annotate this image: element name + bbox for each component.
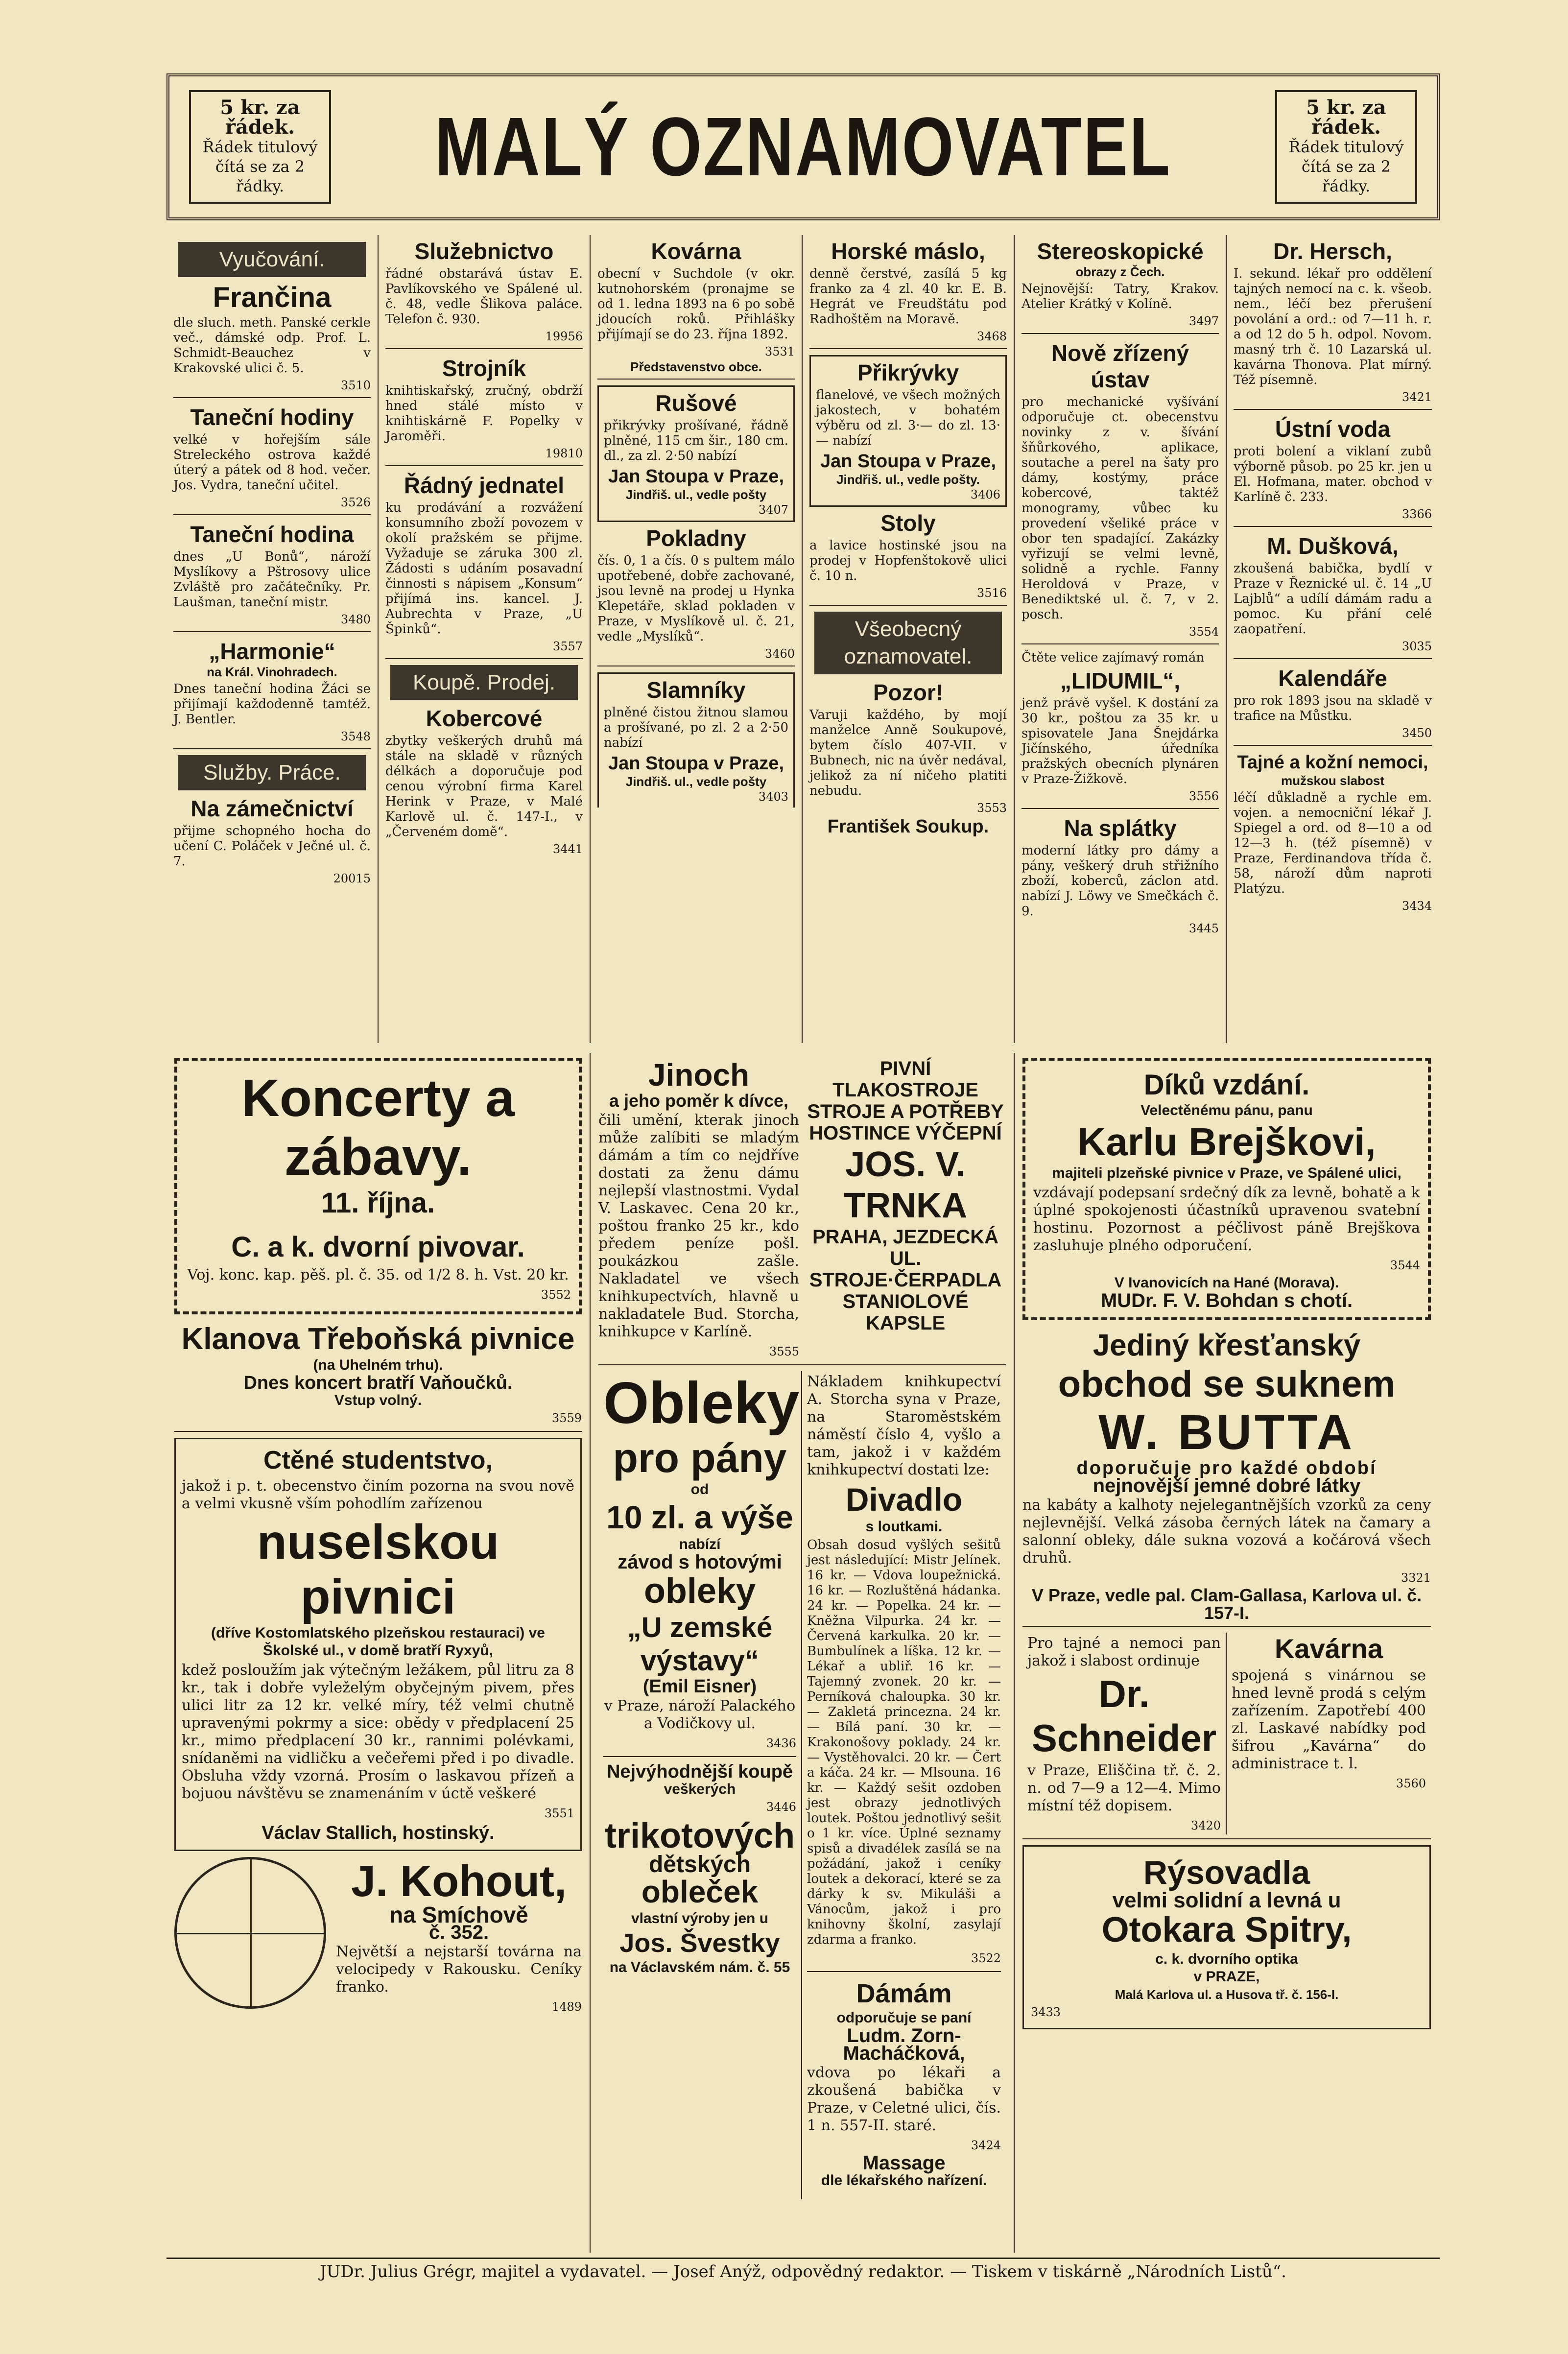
ad-title: Obleky	[603, 1371, 800, 1436]
price-left-rate: 5 kr. za řádek.	[220, 96, 300, 139]
ad-name: Otokara Spitry,	[1101, 1910, 1352, 1950]
ad-agent	[385, 472, 583, 659]
ad-stereoscopic	[1022, 238, 1219, 334]
ad-number: 19956	[545, 330, 583, 343]
ad-number: 3321	[1401, 1571, 1431, 1585]
section-badge-buy-sell: Koupě. Prodej.	[390, 665, 578, 700]
ad-butta	[1022, 1328, 1431, 1627]
ad-tables	[809, 510, 1007, 606]
ad-subtitle: doporučuje pro každé období	[1076, 1458, 1377, 1478]
ad-subtitle: na Král. Vinohradech.	[207, 665, 337, 679]
ad-subtitle: a jeho poměr k dívce,	[609, 1091, 789, 1111]
ad-address: na Václavském nám. č. 55	[609, 1959, 790, 1975]
ad-dance-lesson	[173, 521, 371, 632]
ad-title: Ctěné studentstvo,	[263, 1446, 493, 1474]
ad-warning	[809, 679, 1007, 841]
ad-text: a lavice hostinské jsou na prodej v Hopfenštokově ulici č. 10 n.	[809, 538, 1007, 583]
ad-subtitle: s loutkami.	[865, 1519, 943, 1535]
ad-klanova	[174, 1322, 582, 1432]
ad-number: 3553	[976, 801, 1007, 815]
ad-role: c. k. dvorního optika	[1155, 1951, 1298, 1967]
pump-line-1: PIVNÍ TLAKOSTROJE	[832, 1058, 978, 1101]
ad-concerts	[174, 1058, 582, 1314]
ad-mouthwash	[1234, 416, 1432, 527]
ad-jinoch	[598, 1058, 799, 1360]
ad-title: Klanova Třeboňská pivnice	[181, 1322, 575, 1356]
ad-number: 3450	[1402, 726, 1432, 740]
ad-signature: František Soukup.	[827, 816, 989, 837]
ad-signature: Představenstvo obce.	[630, 359, 762, 374]
ad-title: Divadlo	[845, 1481, 963, 1518]
ad-number: 3446	[766, 1800, 796, 1814]
ad-offer: nabízí	[679, 1536, 721, 1552]
ad-number: 3441	[552, 842, 583, 856]
ad-text: Dnes koncert bratří Vaňoučků.	[243, 1373, 513, 1393]
ad-subtitle: velmi solidní a levná u	[1112, 1888, 1341, 1912]
ad-number: 1489	[551, 2000, 582, 2014]
ad-firm: Jan Stoupa v Praze,	[608, 466, 784, 487]
ad-subtitle: mužskou slabost	[1281, 773, 1384, 788]
ad-text: pro rok 1893 jsou na skladě v trafice na Můstku.	[1234, 693, 1432, 723]
ad-servants	[385, 238, 583, 349]
ad-title: Dámám	[856, 1979, 952, 2008]
ad-lead: Pro tajné a nemoci pan jakož i slabost ordinuje	[1027, 1635, 1221, 1669]
ad-subtitle: (na Uhelném trhu).	[313, 1357, 443, 1373]
ad-price: 10 zl. a výše	[606, 1499, 793, 1535]
ad-number: 3522	[971, 1951, 1001, 1965]
ad-text: spojená s vinárnou se hned levně prodá s celým zařízením. Zapotřebí 400 zl. Laskavé nabídky pod šifrou „Kavárna“ do administrace t. l.	[1232, 1667, 1426, 1772]
ad-lead: Nákladem knihkupectví A. Storcha syna v Praze, na Staroměstském náměstí číslo 4, vyšlo a tam, jakož i v každém knihkupectví dostati lze:	[807, 1373, 1001, 1478]
ad-text: čís. 0, 1 a čís. 0 s pultem málo upotřebené, dobře zachované, jsou levně na prodej u Hynka Klepetáře, sklad pokladen v Praze, v Myslíkově ul. č. 21, vedle „Myslíků“.	[597, 553, 795, 644]
ad-machinist	[385, 355, 583, 466]
ad-title: Rušové	[655, 390, 737, 416]
ad-number: 3480	[340, 613, 371, 626]
ad-number: 3468	[976, 330, 1007, 343]
ad-number: 3552	[541, 1288, 571, 1302]
ad-text: zbytky veškerých druhů má stále na skladě v různých délkách a doporučuje pod cenou výrobní firma Karel Herink v Praze, v Malé Karlově ul. č. 147-I., v „Červeném domě“.	[385, 734, 583, 839]
ad-address: Velectěnému pánu, panu	[1140, 1102, 1313, 1118]
pump-line-3: HOSTINCE VÝČEPNÍ	[809, 1122, 1002, 1144]
ad-text: Nejnovější: Tatry, Krakov. Atelier Krátký v Kolíně.	[1022, 282, 1219, 311]
column-4	[803, 235, 1015, 1043]
ad-title: Rýsovadla	[1143, 1854, 1310, 1891]
ad-line: nejnovější jemné dobré látky	[1093, 1475, 1361, 1497]
ad-text: dle sluch. meth. Panské cerkle več., dámské odp. Prof. L. Schmidt-Beauchez v Krakovské ulici č. 5.	[173, 315, 371, 376]
ad-title: Koncerty a zábavy.	[241, 1068, 515, 1186]
ad-text: moderní látky pro dámy a pány, veškerý druh střižního zboží, koberců, záclon atd. nabízí J. Löwy ve Smečkách č. 9.	[1022, 843, 1219, 919]
ad-text: přijme schopného hocha do učení C. Poláček v Ječné ul. č. 7.	[173, 824, 371, 869]
ad-jinoch-and-pumps	[598, 1058, 1006, 1365]
ad-number: 3433	[1031, 2005, 1061, 2019]
middle-split	[598, 1371, 1006, 2199]
ad-title: Kovárna	[651, 238, 741, 264]
ad-headline: obleky	[643, 1571, 756, 1611]
ad-lead: Čtěte velice zajímavý román	[1022, 650, 1205, 665]
ad-title: Na splátky	[1064, 815, 1177, 841]
ad-subtitle: pro pány	[613, 1435, 787, 1481]
ad-number: 3407	[758, 503, 788, 517]
ad-title: J. Kohout,	[351, 1857, 567, 1906]
ad-title: Frančina	[213, 282, 332, 313]
section-badge-general: Všeobecný oznamovatel.	[814, 612, 1002, 674]
ad-date: 11. října.	[321, 1187, 435, 1219]
column-5	[1015, 235, 1227, 1043]
ad-number: 3555	[769, 1345, 799, 1358]
section-badge-teaching: Vyučování.	[178, 242, 366, 277]
ad-kohout	[174, 1857, 582, 2020]
ad-subtitle: (dříve Kostomlatského plzeňskou restauraci) ve Školské ul., v domě bratří Ryxyů,	[211, 1625, 545, 1659]
page-title: MALÝ OZNAMOVATEL	[434, 100, 1172, 193]
right-split	[1022, 1633, 1431, 1839]
middle-left	[598, 1371, 802, 2199]
price-right-note: Řádek titulový čítá se za 2 řádky.	[1288, 138, 1404, 195]
ad-text: léčí důkladně a rychle em. vojen. a nemocniční lékař J. Spiegel a ord. od 8—10 a od 12—3 h. (též písemně) v Praze, Ferdinandova třída č. 58, nároží dům naproti Platýzu.	[1234, 790, 1432, 896]
ad-text: řádné obstarává ústav E. Pavlíkovského ve Spálené ul. č. 48, vedle Šlikova paláce. Telefon č. 930.	[385, 266, 583, 327]
ad-entry: Vstup volný.	[334, 1392, 422, 1408]
ad-installments	[1022, 815, 1219, 940]
ad-number: 3497	[1188, 314, 1219, 328]
ad-number: 3460	[764, 647, 795, 661]
ad-title: Pokladny	[646, 525, 746, 551]
ad-title: Kalendáře	[1278, 666, 1387, 691]
display-column-right	[1015, 1053, 1439, 2253]
ad-subtitle: obrazy z Čech.	[1075, 264, 1165, 279]
ad-novel	[1022, 650, 1219, 809]
ad-trikot	[603, 1763, 796, 1980]
ad-headline: trikotových	[604, 1816, 795, 1855]
ad-firm: Jan Stoupa v Praze,	[820, 451, 996, 472]
ad-title: Ústní voda	[1275, 416, 1391, 442]
ad-number: 3554	[1188, 625, 1219, 639]
price-box-right	[1275, 90, 1417, 204]
ad-subtitle: na Smíchově	[389, 1902, 528, 1927]
ad-address: V Praze, vedle pal. Clam-Gallasa, Karlova ul. č. 157-I.	[1031, 1585, 1422, 1623]
ad-title: Jinoch	[648, 1057, 750, 1093]
ad-title: Tajné a kožní nemoci,	[1237, 752, 1428, 773]
ad-safes	[597, 525, 795, 666]
ad-smithy	[597, 238, 795, 380]
ad-quilts-pink	[597, 385, 795, 522]
ad-number: 3551	[544, 1807, 574, 1820]
ad-title: Pozor!	[873, 680, 944, 705]
ad-text: knihtiskařský, zručný, obdrží hned stálé místo v knihtiskárně F. Popelky v Jaroměři.	[385, 383, 583, 444]
ad-number: 20015	[333, 872, 371, 885]
ad-text: Obsah dosud vyšlých sešitů jest následující: Mistr Jelínek. 16 kr. — Vdova loupežnická. 16 kr. — Rozluštěná hádanka. 24 kr. — Popelka. 24 kr. — Kněžna Vilpurka. 24 kr. — Červená karkulka. 20 kr. — Bumbulínek a líška. 12 kr. — Lékař a ubliř. 16 kr. — Tajemný zvonek. 20 kr. — Perníková chaloupka. 30 kr. — Zakletá princezna. 24 kr. — Bílá paní. 30 kr. — Krakonošovy poklady. 24 kr. — Vystěhovalci. 20 kr. — Čert a káča. 24 kr. — Mlsouna. 16 kr. — Každý sešit ozdoben jest obrazy jednotlivých loutek. Poštou jednotlivý sešit o 1 kr. více. Úplné seznamy spisů a divadélek zasílá se na požádání, jakož i ceníky loutek a dekorací, které se za dárky k sv. Mikuláši a Vánocům, jakož i pro knihovny školní, zasylají zdarma a franko.	[807, 1538, 1001, 1947]
ad-text: čili umění, kterak jinoch může zalíbiti se mladým dámám a tím co nejdříve dostati za ženu dámu nejlepší vlastnostmi. Vydal V. Laskavec. Cena 20 kr., poštou franko 25 kr., kdo předem peníze pošl. poukázkou zašle. Nakladatel ve všech knihkupectvích, hlavně u nakladatele Bud. Storcha, knihkupce v Karlíně.	[598, 1112, 799, 1340]
ad-number: 3560	[1396, 1777, 1426, 1790]
ad-text-2: vdova po lékaři a zkoušená babička v Praze, v Celetné ulici, čís. 1 n. 557-II. staré.	[807, 2064, 1001, 2134]
ad-schneider	[1022, 1633, 1227, 1834]
ad-locksmith	[173, 795, 371, 890]
price-left-note: Řádek titulový čítá se za 2 řádky.	[202, 138, 318, 195]
ad-title: Horské máslo,	[831, 238, 985, 264]
ad-text: pro mechanické vyšívání odporučuje ct. obecenstvu novinky z v. šívání šňůrkového, aplikace, soutache a perel na šaty pro dámy, kostýmy, práce kobercové, taktéž monogramy, vůbec ku provedení všeliké práce v obor ten spadající. Zakázky vyřizují se velmi levně, solidně a rychle. Fanny Heroldová v Praze, v Benediktské ul. č. 7, v 2. posch.	[1022, 395, 1219, 622]
price-box-left	[189, 90, 331, 204]
ad-francina	[173, 282, 371, 398]
ad-title: Přikrývky	[857, 360, 959, 385]
ad-text: Největší a nejstarší továrna na velocipedy v Rakousku. Ceníky franko.	[336, 1943, 582, 1996]
ad-puppet-theatre	[807, 1373, 1001, 1972]
middle-right	[802, 1371, 1006, 2199]
ad-number: 3516	[976, 586, 1007, 600]
ad-title: Taneční hodiny	[190, 404, 354, 430]
ad-title: M. Dušková,	[1267, 533, 1399, 559]
ad-address: Malá Karlova ul. a Husova tř. č. 156-I.	[1115, 1987, 1339, 2002]
ad-text: vlastní výroby jen u	[631, 1910, 769, 1926]
ad-title: Dr. Hersch,	[1273, 238, 1392, 264]
ad-mattresses	[597, 672, 795, 808]
ad-text: proti bolení a viklaní zubů výborně působ. po 25 kr. jen u El. Hofmana, mater. obchod v Karlíně č. 233.	[1234, 444, 1432, 504]
penny-farthing-icon	[174, 1857, 326, 2016]
ad-blankets	[809, 355, 1007, 507]
display-ads	[166, 1053, 1440, 2253]
ad-text: velké v hořejším sále Streleckého ostrova každé úterý a pátek od 8 hod. večer. Jos. Vydra, taneční učitel.	[173, 432, 371, 493]
ad-title: Díků vzdání.	[1143, 1069, 1310, 1101]
ad-name: Karlu Brejškovi,	[1077, 1120, 1376, 1164]
ad-text: dnes „U Bonů“, nároží Myslíkovy a Pštrosovy ulice Zvláště pro začátečníky. Pr. Laušman, taneční mistr.	[173, 549, 371, 610]
ad-drawing-tools	[1022, 1845, 1431, 2029]
classified-columns	[166, 235, 1440, 1043]
page-footer: JUDr. Julius Grégr, majitel a vydavatel. — Josef Anýž, odpovědný redaktor. — Tiskem v tiskárně „Národních Listů“.	[166, 2258, 1440, 2282]
page-header	[166, 73, 1440, 220]
ad-cafe	[1227, 1633, 1431, 1834]
price-right-rate: 5 kr. za řádek.	[1306, 96, 1386, 139]
ad-number: 3510	[340, 379, 371, 392]
ad-text: kdež posloužím jak výtečným ležákem, půl litru za 8 kr., tak i dobře vyleželým obyčejným pivem, přes ulici litr za 12 kr. velké míry, též velmi chutně upravenými pokrmy a sice: obědy v předplacení 25 kr., mimo předplacení 30 kr., rannimi polévkami, snídaněmi na vidličku a večeřemi před i po divadle. Obsluha vždy vzorná. Prosím o laskavou přízeň a bojuou návštěvu se znamenáním v úctě veškeré	[182, 1662, 574, 1802]
pump-line-2: STROJE A POTŘEBY	[807, 1101, 1004, 1122]
ad-number: 3035	[1402, 640, 1432, 653]
ad-massage: Massage	[862, 2152, 946, 2174]
newspaper-page	[166, 73, 1440, 2282]
ad-text: ku prodávání a rozvážení konsumního zboží povozem v okolí pražském se přijme. Vyžaduje se záruka 300 zl. Žádosti s udáním posavadní činnosti s nápisem „Konsum“ přijímá ins. kancel. J. Aubrechta v Praze, „U Špinků“.	[385, 500, 583, 637]
ad-address: Jindřiš. ul., vedle pošty	[625, 774, 767, 789]
ad-text: Varuji každého, by mojí manželce Anně Soukupové, bytem číslo 407-VII. v Bubnech, nic na úvěr nedával, jelikož za ní ničeho platiti nebudu.	[809, 708, 1007, 798]
ad-firm: Jan Stoupa v Praze,	[608, 753, 784, 774]
ad-title: Kobercové	[426, 706, 543, 731]
ad-shop: závod s hotovými	[618, 1551, 782, 1573]
ad-text: přikrývky prošívané, řádně plněné, 115 cm šir., 180 cm. dl., za zl. 2·50 nabízí	[604, 418, 788, 463]
ad-title: Kavárna	[1274, 1633, 1383, 1664]
ad-number: 3531	[764, 345, 795, 358]
ad-intro: jakož i p. t. obecenstvo činím pozorna na svou nově a velmi vkusně vším pohodlím zařízenou	[182, 1477, 574, 1512]
pump-line-6: STROJE·ČERPADLA	[809, 1269, 1002, 1291]
ad-title: Služebnictvo	[414, 238, 554, 264]
ad-line-3: obleček	[641, 1874, 759, 1909]
bicycle-wheel-icon	[174, 1857, 326, 2009]
ad-firm: Ludm. Zorn-Macháčková,	[843, 2025, 965, 2064]
ad-text: plněné čistou žitnou slamou a prošívané, po zl. 2 a 2·50 nabízí	[604, 705, 788, 750]
ad-from: od	[690, 1481, 709, 1498]
ad-signature: MUDr. F. V. Bohdan s chotí.	[1100, 1290, 1353, 1311]
ad-text: obecní v Suchdole (v okr. kutnohorském (pronajme se od 1. ledna 1893 na 6 po sobě jdoucích roků. Přihlášky přijímají se do 23. října 1892.	[597, 266, 795, 342]
ad-title: obchod se suknem	[1058, 1363, 1396, 1405]
ad-title: Stoly	[880, 510, 936, 536]
ad-number: 3366	[1402, 507, 1432, 521]
ad-carpets	[385, 705, 583, 861]
ad-text: I. sekund. lékař pro oddělení tajných nemocí na c. k. všeob. nem., léčí bez přerušení povolání a ord.: od 7—11 h. r. a od 12 do 5 h. odpol. Novom. masný trh č. 10 Lazarská ul. kavárna Thonova. Plat mírný. Též písemně.	[1234, 266, 1432, 387]
ad-title: Slamníky	[646, 677, 746, 703]
ad-calendars	[1234, 665, 1432, 746]
pump-firm: JOS. V. TRNKA	[844, 1145, 967, 1225]
ad-number: 3557	[552, 640, 583, 653]
pump-line-7: STANIOLOVÉ KAPSLE	[842, 1291, 969, 1334]
ad-firm: Jos. Švestky	[619, 1928, 780, 1958]
ad-name: W. BUTTA	[1098, 1405, 1355, 1460]
ad-signature: Václav Stallich, hostinský.	[261, 1823, 495, 1843]
ad-after: dle lékařského nařízení.	[821, 2172, 987, 2188]
section-badge-services: Služby. Práce.	[178, 755, 366, 790]
ad-lead: Jediný křesťanský	[1093, 1329, 1361, 1362]
ad-obleky	[603, 1371, 800, 1757]
ad-number: 19810	[545, 447, 583, 460]
column-1	[166, 235, 379, 1043]
ad-number: 3556	[1188, 789, 1219, 803]
ad-title: Dr. Schneider	[1031, 1672, 1217, 1760]
ad-subtitle: veškerých	[664, 1781, 736, 1797]
ad-number: 3434	[1402, 899, 1432, 913]
ad-title: Nově zřízený ústav	[1051, 340, 1189, 392]
ad-text: odporučuje se paní	[836, 2010, 972, 2026]
ad-title: Taneční hodina	[190, 522, 354, 547]
ad-number: 3436	[766, 1736, 796, 1750]
ad-venue: C. a k. dvorní pivovar.	[231, 1231, 525, 1263]
ad-harmonie	[173, 638, 371, 749]
ad-text: Dnes taneční hodina Žáci se přijímají každodenně tamtéž. J. Bentler.	[173, 682, 371, 727]
ad-embroidery	[1022, 340, 1219, 644]
column-2	[379, 235, 591, 1043]
ad-butter	[809, 238, 1007, 349]
ad-number: 3544	[1390, 1259, 1420, 1272]
ad-dance-lessons	[173, 404, 371, 515]
ad-owner: (Emil Eisner)	[642, 1676, 757, 1697]
ad-address: Jindřiš. ul., vedle pošty	[625, 487, 767, 502]
display-column-left	[166, 1053, 591, 2253]
ad-lead: Nejvýhodnější koupě	[606, 1761, 793, 1782]
ad-number: 3406	[970, 488, 1000, 501]
ad-title: Strojník	[442, 356, 526, 381]
ad-text: Voj. konc. kap. pěš. pl. č. 35. od 1/2 8. h. Vst. 20 kr.	[187, 1266, 569, 1284]
ad-address: v Praze, nároží Palackého a Vodičkovy ul.	[604, 1697, 796, 1732]
ad-title: Stereoskopické	[1037, 238, 1204, 264]
ad-number: 3421	[1402, 390, 1432, 404]
ad-text: jenž právě vyšel. K dostání za 30 kr., poštou za 35 kr. u spisovatele Jana Šnejdárka Jičínského, úředníka pražských obecních plynáren v Praze-Žižkově.	[1022, 696, 1219, 786]
ad-text: na kabáty a kalhoty nejelegantnějších vzorků za ceny nejlevnější. Velká zásoba černých látek na čamary a salonní obleky, dále sukna vozová a kočárová všech druhů.	[1022, 1497, 1431, 1567]
ad-text: flanelové, ve všech možných jakostech, v bohatém výběru od zl. 3·— do zl. 13·— nabízí	[816, 388, 1000, 448]
ad-city: v PRAZE,	[1193, 1969, 1260, 1985]
ad-thanks	[1022, 1058, 1431, 1320]
ad-trnka-pumps	[805, 1058, 1006, 1360]
ad-midwife	[1234, 533, 1432, 659]
ad-number: 3424	[971, 2139, 1001, 2152]
ad-text: vzdávají podepsaní srdečný dík za levně, bohatě a k úplné spokojenosti účastníků upravenou svatební hostinu. Pozornost a péčlivost páně Brejškova zasluhuje plného odporučení.	[1033, 1184, 1420, 1254]
ad-name: „U zemské výstavy“	[627, 1612, 773, 1677]
ad-line-2: dětských	[648, 1852, 751, 1878]
ad-ladies	[807, 1978, 1001, 2193]
ad-number: 3526	[340, 496, 371, 509]
ad-title: Řádný jednatel	[404, 473, 565, 498]
pump-line-5: PRAHA, JEZDECKÁ UL.	[812, 1226, 999, 1269]
ad-nusle-pub	[174, 1438, 582, 1851]
display-column-middle	[591, 1053, 1015, 2253]
ad-number: 3420	[1190, 1819, 1221, 1832]
ad-text: zkoušená babička, bydlí v Praze v Řeznické ul. č. 14 „U Lajblů“ a udílí dámám radu a pomoc. Ku přání celé zaopatření.	[1234, 561, 1432, 637]
ad-number: 3403	[758, 790, 788, 804]
ad-kohout-text	[336, 1857, 582, 2016]
ad-number: 3548	[340, 730, 371, 743]
ad-title: „LIDUMIL“,	[1060, 668, 1181, 693]
column-6	[1227, 235, 1439, 1043]
ad-dr-hersch	[1234, 238, 1432, 410]
ad-address: Jindřiš. ul., vedle pošty.	[836, 472, 980, 487]
ad-number: 3445	[1188, 922, 1219, 935]
ad-role: majiteli plzeňské pivnice v Praze, ve Spálené ulici,	[1052, 1165, 1402, 1181]
ad-title: Na zámečnictví	[190, 796, 354, 821]
column-3	[591, 235, 803, 1043]
ad-title: „Harmonie“	[209, 639, 335, 664]
ad-text: v Praze, Eliščina tř. č. 2. n. od 7—9 a 12—4. Mimo místní též dopisem.	[1027, 1762, 1221, 1814]
ad-place: V Ivanovicích na Hané (Morava).	[1114, 1275, 1339, 1291]
ad-address: č. 352.	[428, 1922, 489, 1943]
ad-secret-diseases	[1234, 752, 1432, 918]
ad-text: denně čerstvé, zasílá 5 kg franko za 4 zl. 40 kr. E. B. Hegrát ve Freudštátu pod Radhoštěm na Moravě.	[809, 266, 1007, 327]
ad-headline: nuselskou pivnici	[257, 1515, 499, 1624]
ad-number: 3559	[551, 1411, 582, 1425]
